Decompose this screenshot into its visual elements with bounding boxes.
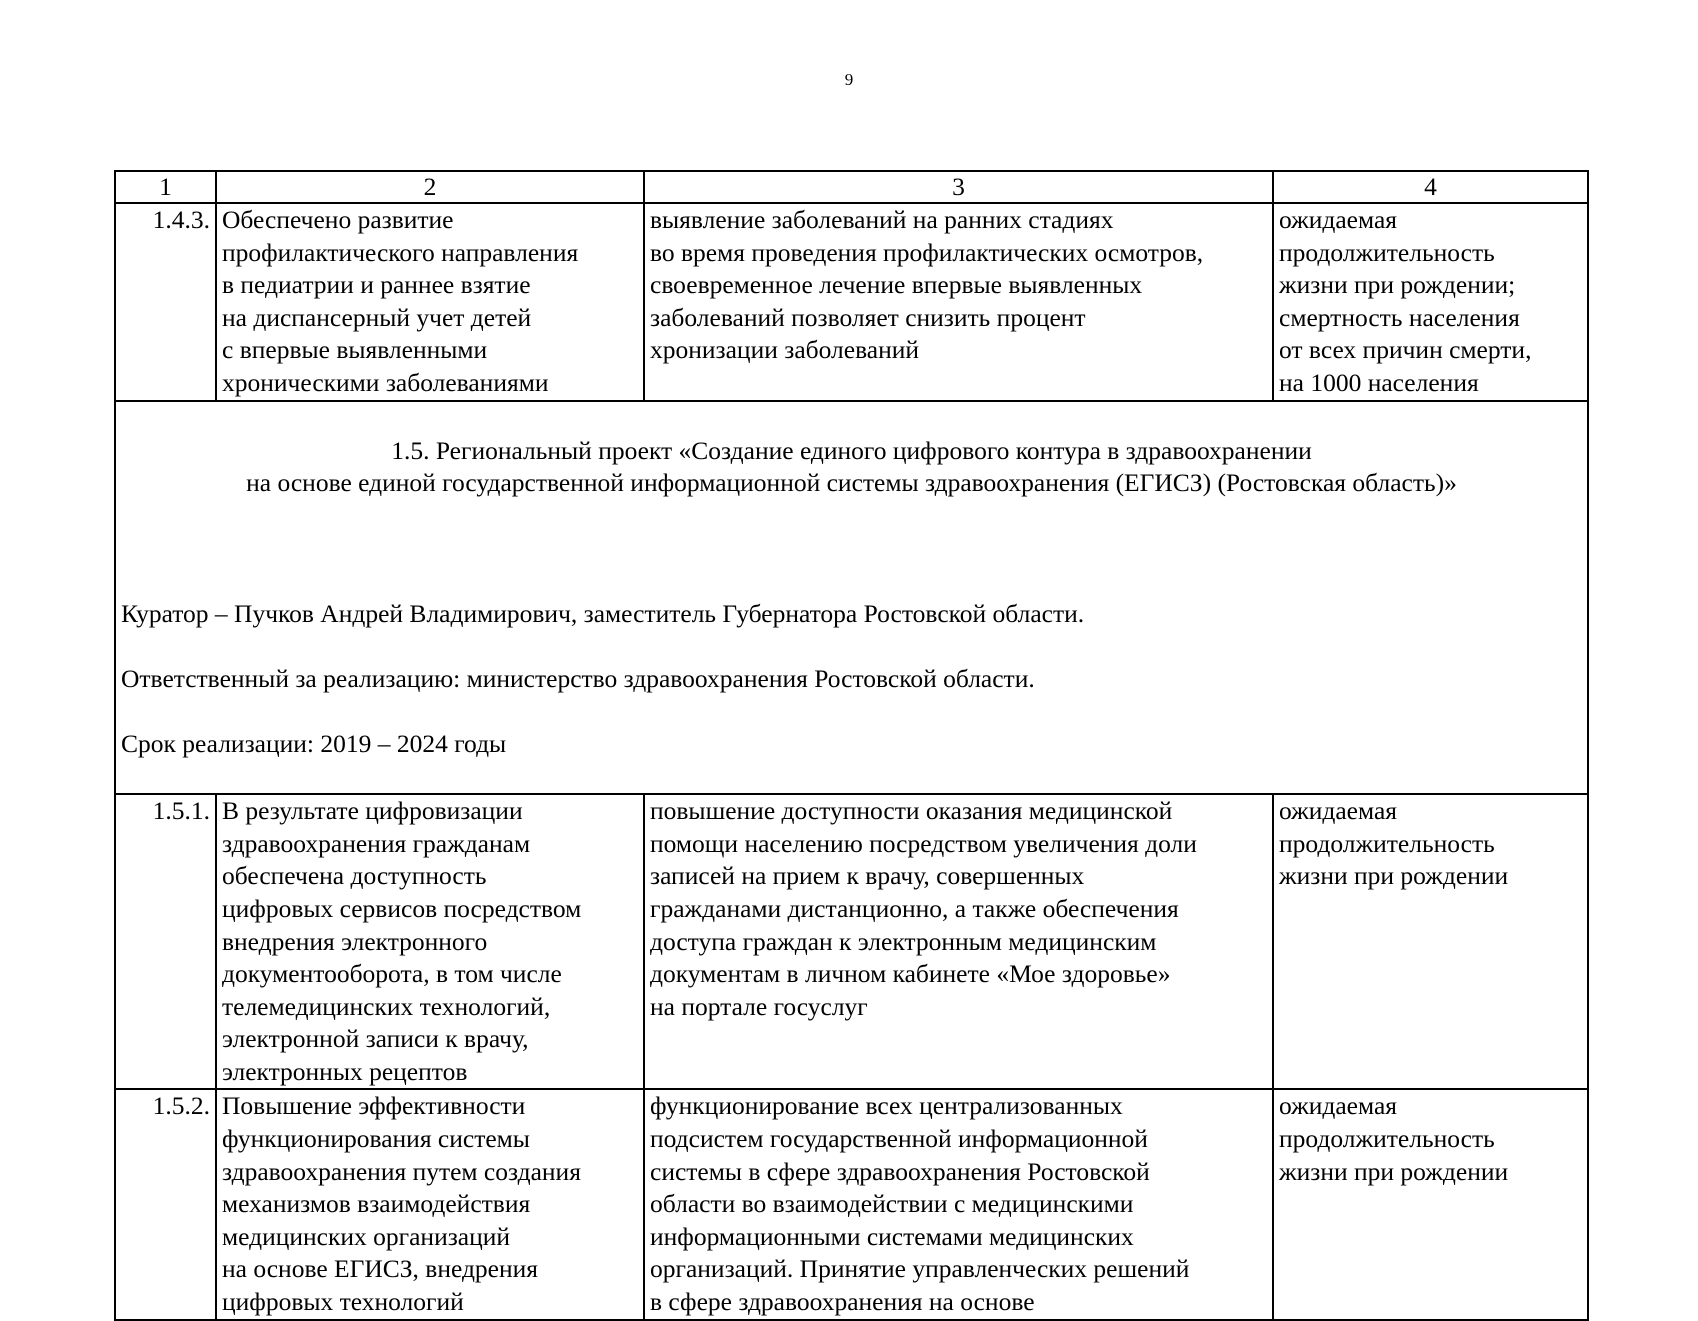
section-spacer	[121, 532, 1582, 565]
section-responsible: Ответственный за реализацию: министерство здравоохранения Ростовской области.	[121, 663, 1035, 693]
column-header-1: 1	[115, 171, 216, 203]
indicator-cell: ожидаемая продолжительность жизни при рождении	[1273, 1089, 1588, 1319]
effect-cell: повышение доступности оказания медицинской помощи населению посредством увеличения доли записей на прием к врачу, совершенных гражданами дистанционно, а также обеспечения доступа граждан к электронным медицинским документам в личном кабинете «Мое здоровье» на портале госуслуг	[644, 794, 1273, 1089]
column-header-4: 4	[1273, 171, 1588, 203]
row-number: 1.5.2.	[115, 1089, 216, 1319]
effect-cell: функционирование всех централизованных подсистем государственной информационной системы в сфере здравоохранения Ростовской области во взаимодействии с медицинскими информационными системами медицинских организаций. Принятие управленческих решений в сфере здравоохранения на основе	[644, 1089, 1273, 1319]
section-cell	[115, 401, 1588, 794]
table-row	[115, 794, 1588, 1089]
indicator-cell: ожидаемая продолжительность жизни при рождении	[1273, 794, 1588, 1089]
effect-cell: выявление заболеваний на ранних стадиях во время проведения профилактических осмотров, своевременное лечение впервые выявленных заболеваний позволяет снизить процент хронизации заболеваний	[644, 203, 1273, 401]
page-number: 9	[844, 70, 854, 89]
section-title: 1.5. Региональный проект «Создание единого цифрового контура в здравоохранении на основе единой государственной информационной системы здравоохранения (ЕГИСЗ) (Ростовская область)»	[246, 435, 1457, 498]
section-term: Срок реализации: 2019 – 2024 годы	[121, 728, 507, 758]
column-header-3: 3	[644, 171, 1273, 203]
row-number: 1.5.1.	[115, 794, 216, 1089]
indicator-cell: ожидаемая продолжительность жизни при рождении; смертность населения от всех причин смерти, на 1000 населения	[1273, 203, 1588, 401]
row-number: 1.4.3.	[115, 203, 216, 401]
table-header-row	[115, 171, 1588, 203]
results-table	[114, 170, 1589, 1321]
result-cell: Повышение эффективности функционирования системы здравоохранения путем создания механизмов взаимодействия медицинских организаций на основе ЕГИСЗ, внедрения цифровых технологий	[216, 1089, 644, 1319]
table-row	[115, 203, 1588, 401]
table-row	[115, 1089, 1588, 1319]
section-row	[115, 401, 1588, 794]
result-cell: Обеспечено развитие профилактического направления в педиатрии и раннее взятие на диспансерный учет детей с впервые выявленными хроническими заболеваниями	[216, 203, 644, 401]
column-header-2: 2	[216, 171, 644, 203]
result-cell: В результате цифровизации здравоохранения гражданам обеспечена доступность цифровых сервисов посредством внедрения электронного документооборота, в том числе телемедицинских технологий, электронной записи к врачу, электронных рецептов	[216, 794, 644, 1089]
section-curator: Куратор – Пучков Андрей Владимирович, заместитель Губернатора Ростовской области.	[121, 598, 1085, 628]
